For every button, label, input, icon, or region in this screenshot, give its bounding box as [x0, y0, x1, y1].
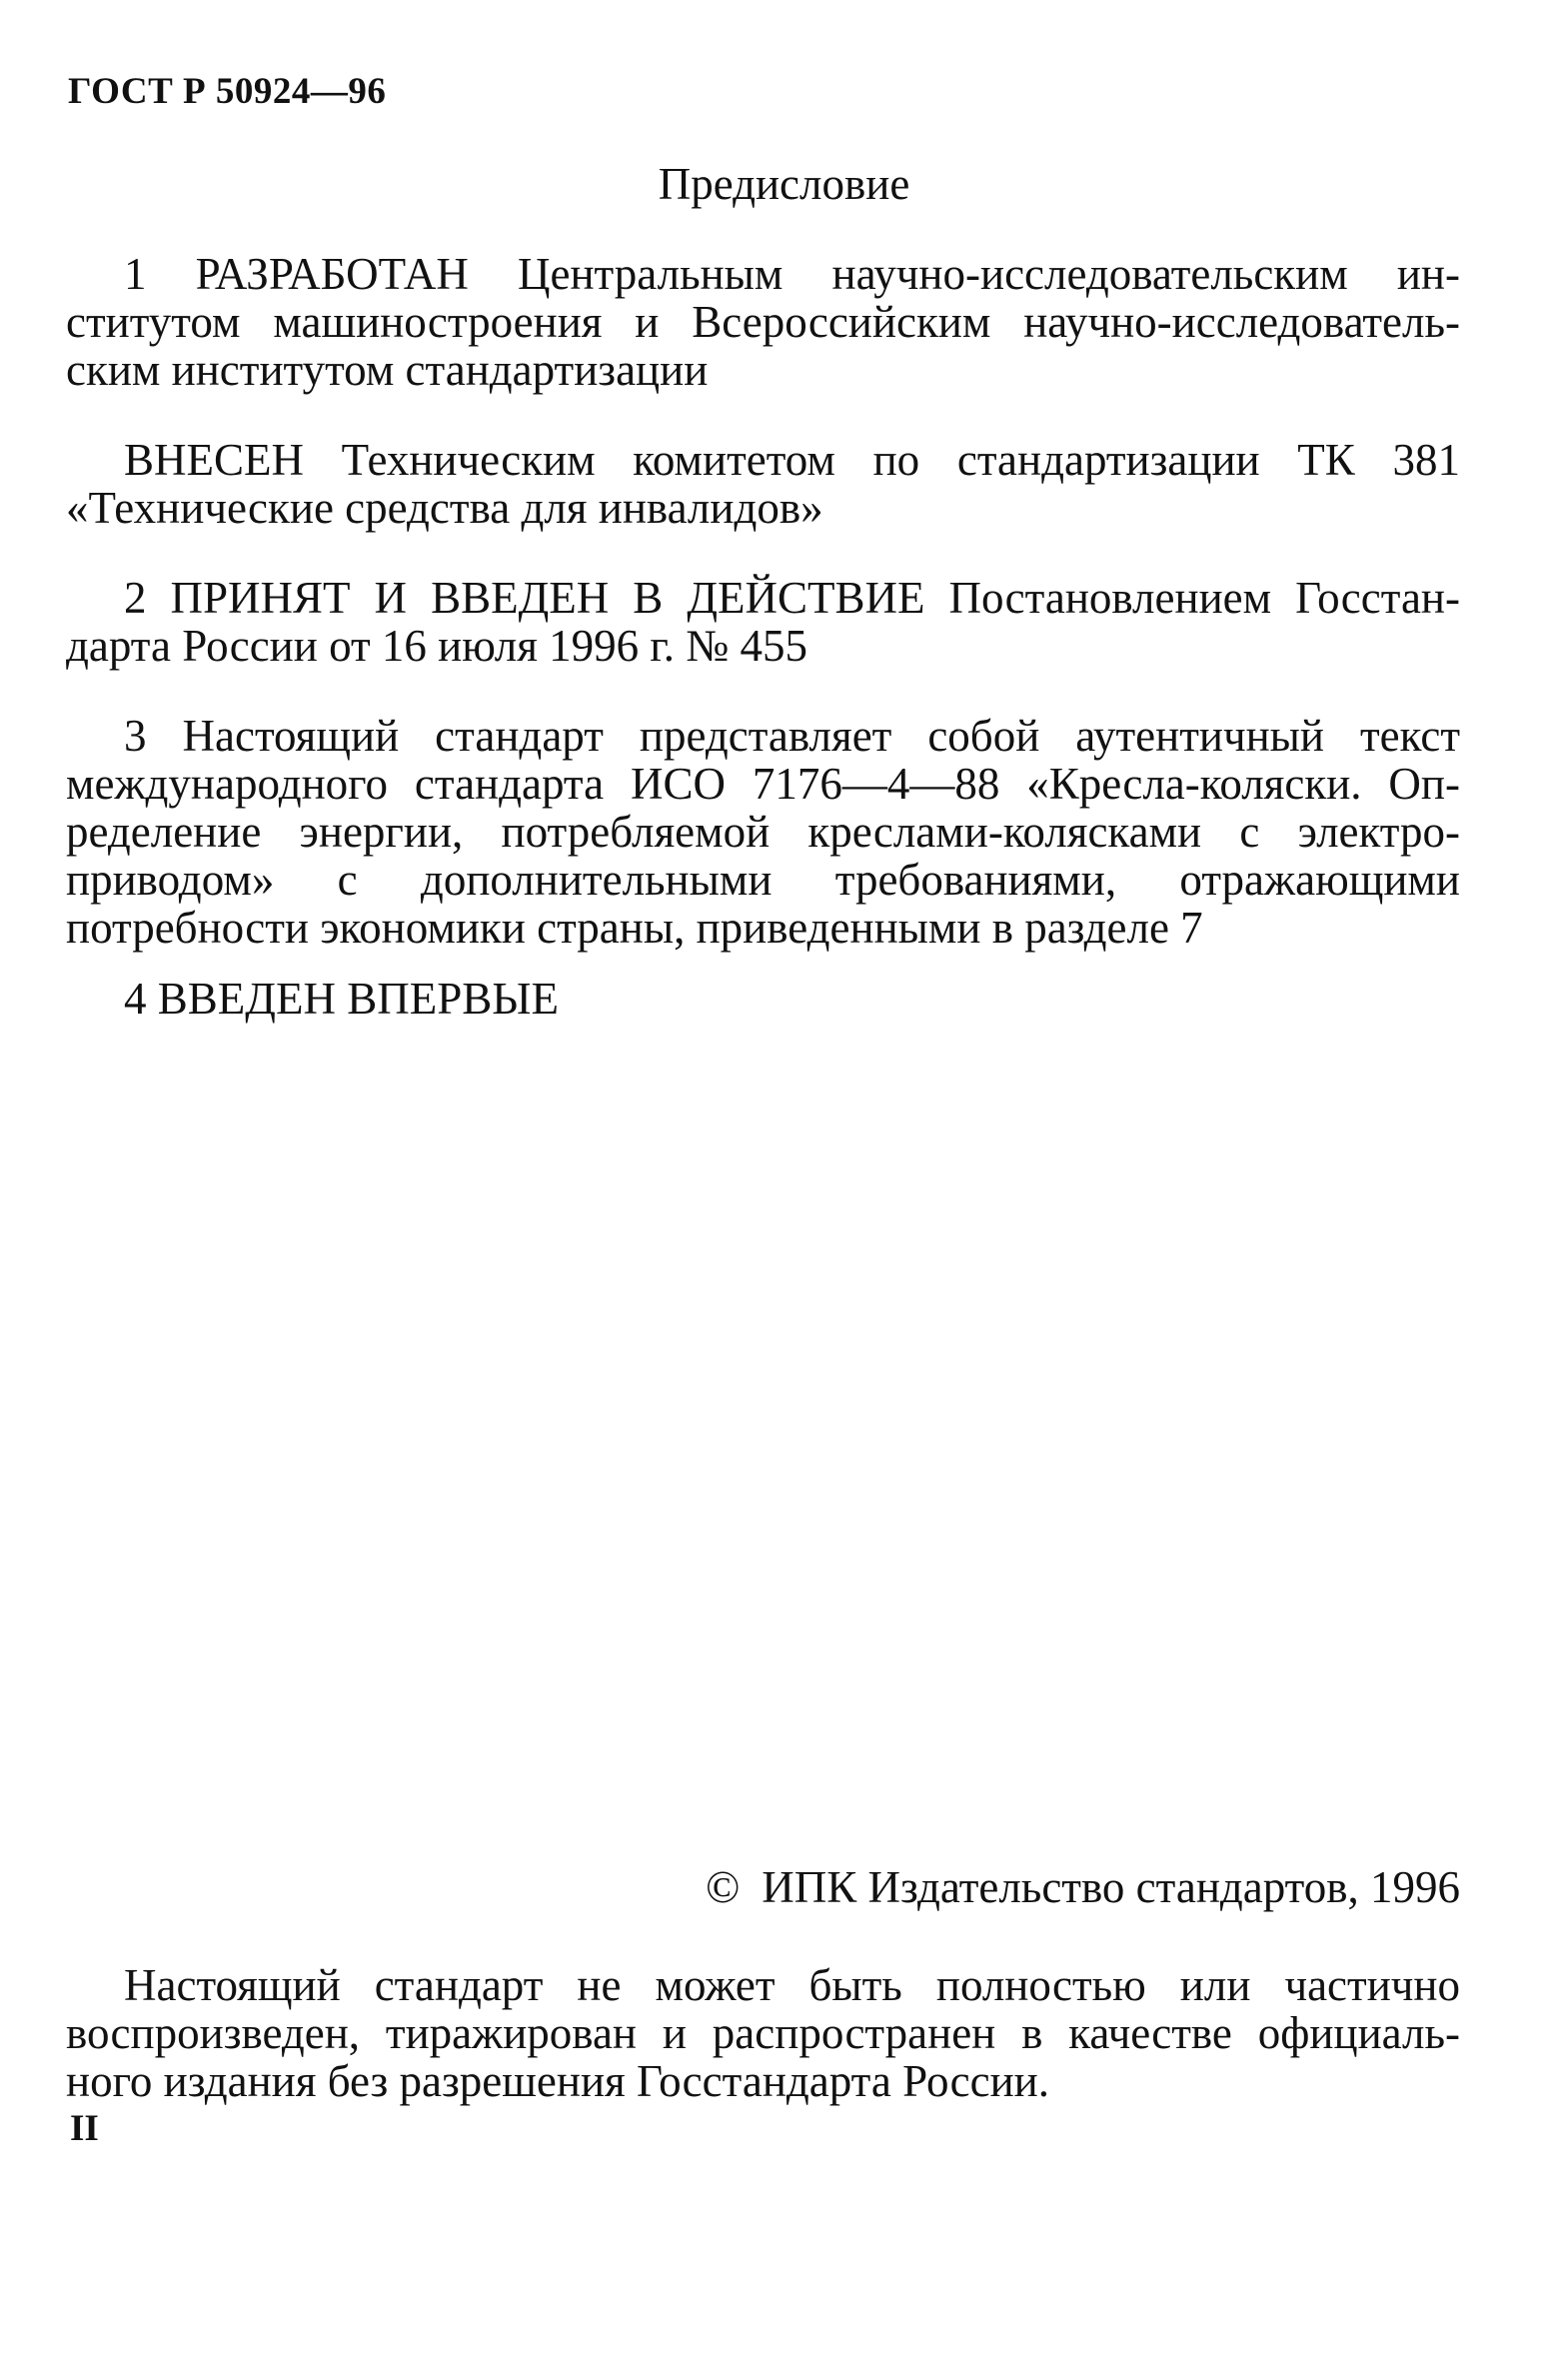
text-line: ским институтом стандартизации	[66, 345, 709, 395]
reproduction-notice	[66, 1961, 1460, 2105]
text-line: ного издания без разрешения Госстандарта России.	[66, 2056, 1050, 2106]
page-number: II	[70, 2108, 99, 2149]
paragraph-developed-by	[66, 250, 1460, 394]
paragraph-introduced-by	[66, 436, 1460, 532]
text-line: 3 Настоящий стандарт представляет собой аутентичный текст	[124, 711, 1460, 761]
text-line: ВНЕСЕН Техническим комитетом по стандартизации ТК 381	[124, 435, 1460, 485]
paragraph-first-introduced	[66, 975, 1460, 1023]
text-line: 1 РАЗРАБОТАН Центральным научно-исследовательским ин-	[124, 249, 1460, 299]
text-line: международного стандарта ИСО 7176—4—88 «Кресла-коляски. Оп-	[66, 759, 1460, 809]
text-line: приводом» с дополнительными требованиями, отражающими	[66, 855, 1460, 905]
paragraph-adopted	[66, 574, 1460, 670]
text-line: потребности экономики страны, приведенными в разделе 7	[66, 903, 1203, 953]
text-line: Настоящий стандарт не может быть полностью или частично	[124, 1960, 1460, 2010]
paragraph-authentic-text	[66, 712, 1460, 952]
text-line: 2 ПРИНЯТ И ВВЕДЕН В ДЕЙСТВИЕ Постановлением Госстан-	[124, 573, 1460, 623]
text-line: «Технические средства для инвалидов»	[66, 483, 823, 533]
copyright-line	[706, 1861, 1460, 1913]
text-line: воспроизведен, тиражирован и распространен в качестве официаль-	[66, 2008, 1460, 2058]
copyright-text: ИПК Издательство стандартов, 1996	[762, 1862, 1460, 1912]
text-line: 4 ВВЕДЕН ВПЕРВЫЕ	[124, 974, 559, 1024]
standard-code: ГОСТ Р 50924—96	[68, 71, 387, 112]
text-line: дарта России от 16 июля 1996 г. № 455	[66, 621, 807, 671]
text-line: ределение энергии, потребляемой креслами-колясками с электро-	[66, 807, 1460, 857]
page-title: Предисловие	[658, 159, 910, 209]
text-line: ститутом машиностроения и Всероссийским научно-исследователь-	[66, 297, 1460, 347]
copyright-symbol: ©	[706, 1862, 741, 1912]
